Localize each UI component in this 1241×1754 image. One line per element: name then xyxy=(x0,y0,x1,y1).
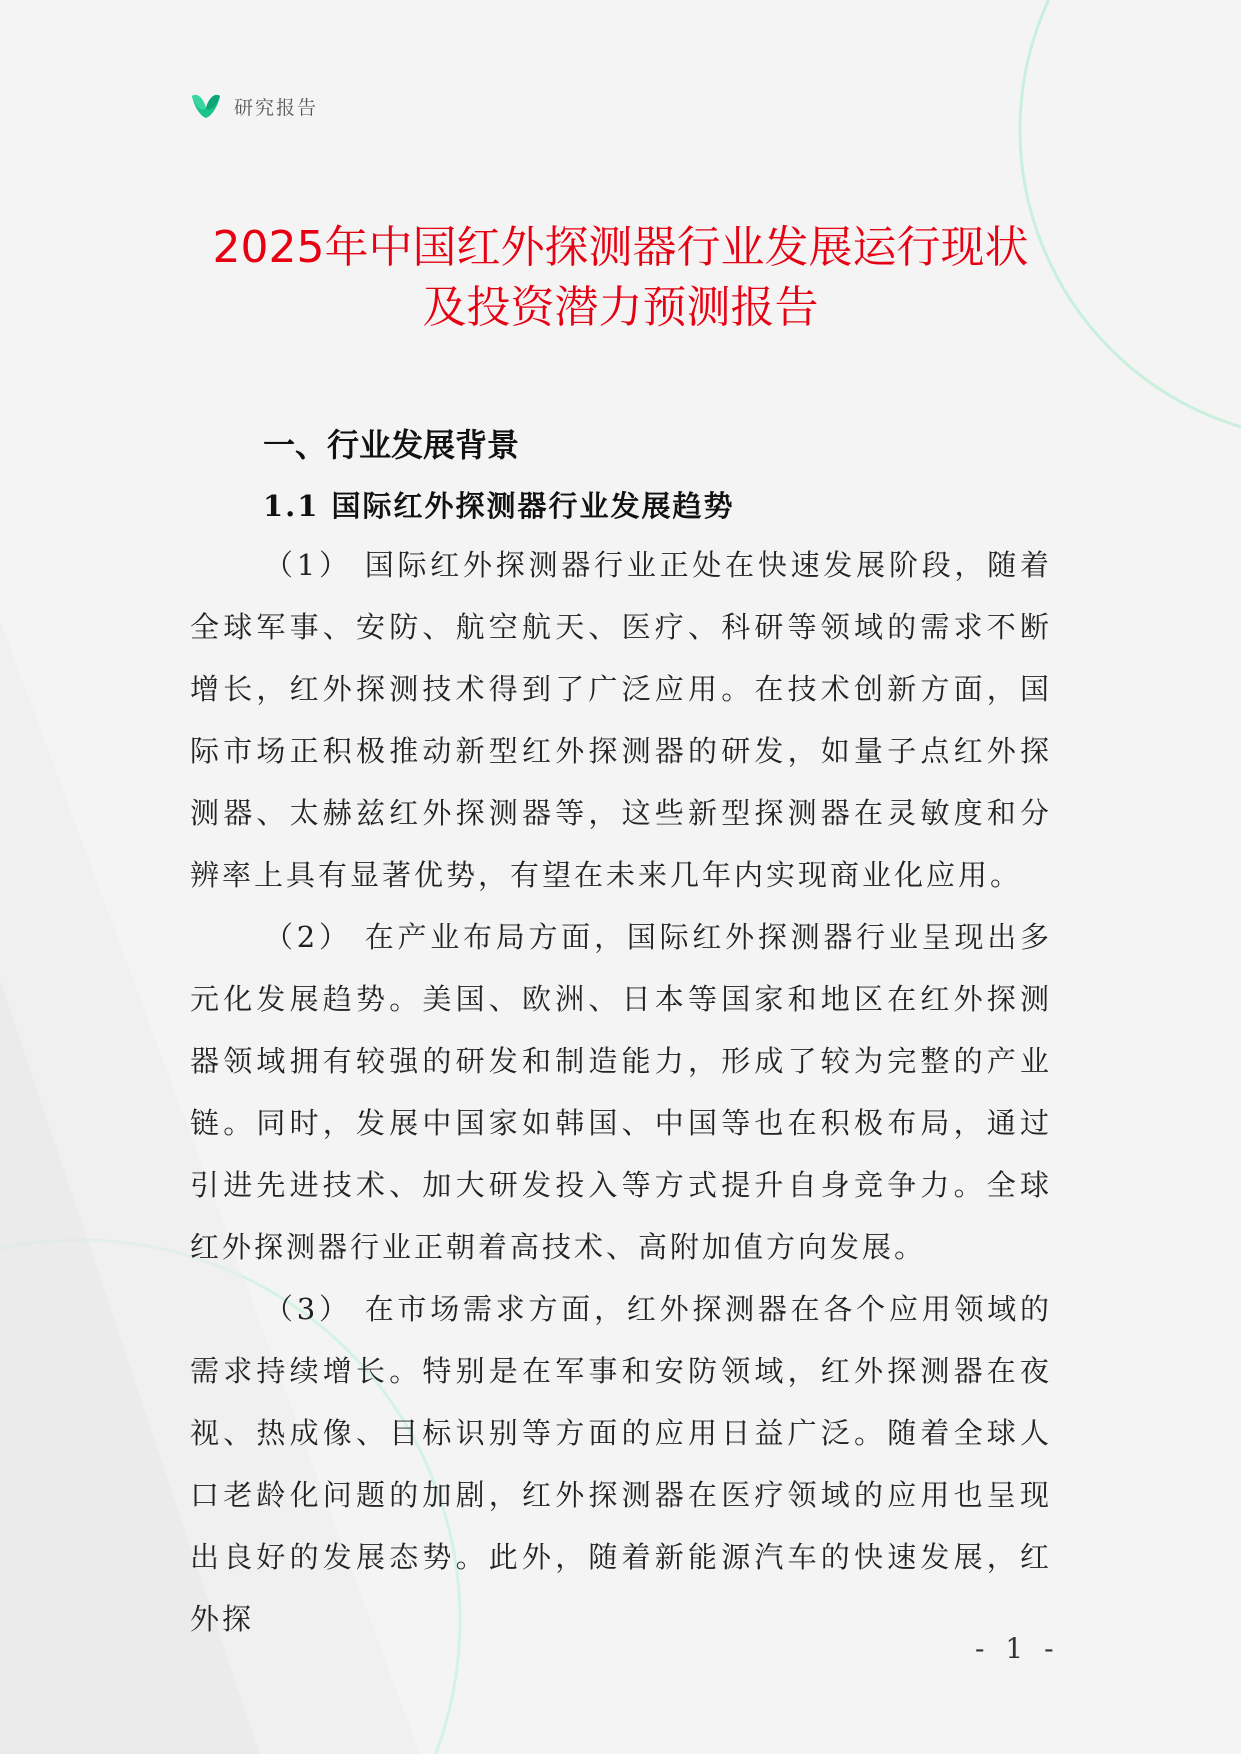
paragraph-2: （2） 在产业布局方面，国际红外探测器行业呈现出多元化发展趋势。美国、欧洲、日本等国家和地区在红外探测器领域拥有较强的研发和制造能力，形成了较为完整的产业链。同时，发展中国家如韩国、中国等也在积极布局，通过引进先进技术、加大研发投入等方式提升自身竞争力。全球红外探测器行业正朝着高技术、高附加值方向发展。 xyxy=(190,920,1052,1264)
header-label: 研究报告 xyxy=(234,96,319,119)
paragraph-3: （3） 在市场需求方面，红外探测器在各个应用领域的需求持续增长。特别是在军事和安防领域，红外探测器在夜视、热成像、目标识别等方面的应用日益广泛。随着全球人口老龄化问题的加剧，红外探测器在医疗领域的应用也呈现出良好的发展态势。此外，随着新能源汽车的快速发展，红外探 xyxy=(190,1292,1052,1636)
report-title xyxy=(160,218,1081,338)
report-header xyxy=(188,88,318,124)
section-heading: 一、行业发展背景 xyxy=(263,426,520,464)
brand-logo-icon xyxy=(188,88,224,124)
paragraph-1: （1） 国际红外探测器行业正处在快速发展阶段，随着全球军事、安防、航空航天、医疗、科研等领域的需求不断增长，红外探测技术得到了广泛应用。在技术创新方面，国际市场正积极推动新型红外探测器的研发，如量子点红外探测器、太赫兹红外探测器等，这些新型探测器在灵敏度和分辨率上具有显著优势，有望在未来几年内实现商业化应用。 xyxy=(190,548,1052,892)
subsection-heading: 1.1 国际红外探测器行业发展趋势 xyxy=(263,489,735,523)
report-title-line-2: 及投资潜力预测报告 xyxy=(422,282,819,333)
page-number: - 1 - xyxy=(975,1632,1060,1665)
report-title-line-1: 2025年中国红外探测器行业发展运行现状 xyxy=(212,222,1029,273)
